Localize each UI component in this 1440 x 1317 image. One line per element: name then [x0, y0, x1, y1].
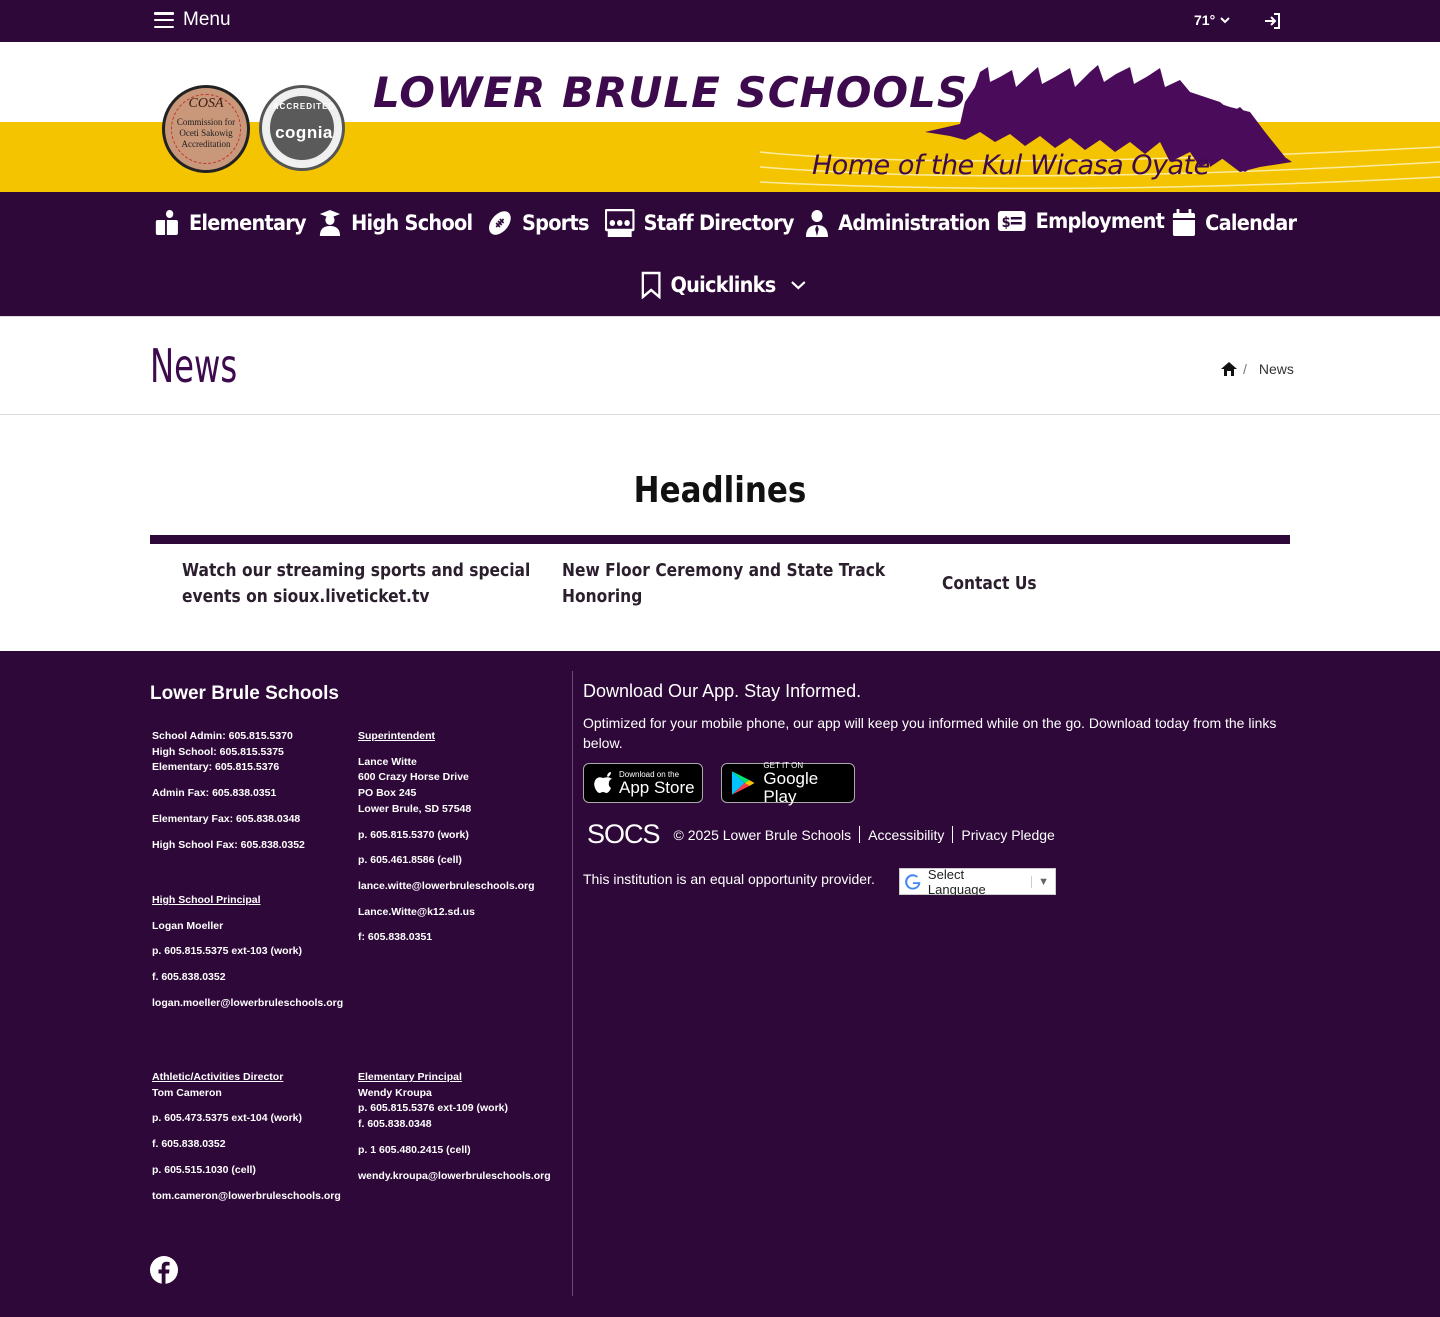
- temperature: 71°: [1194, 12, 1216, 28]
- site-subtitle: Home of the Kul Wicasa Oyate: [812, 150, 1210, 181]
- facebook-icon[interactable]: [150, 1256, 178, 1289]
- footer-legal-row: [587, 819, 1055, 850]
- google-play-icon: [730, 769, 755, 797]
- language-select[interactable]: Select Language ▼: [899, 868, 1056, 895]
- socs-logo[interactable]: SOCS: [587, 819, 660, 849]
- chevron-down-icon: [1219, 15, 1231, 25]
- people-board-icon: [605, 209, 634, 237]
- page-header: [0, 316, 1440, 415]
- footer-superintendent: Superintendent Lance Witte 600 Crazy Horse Drive PO Box 245 Lower Brule, SD 57548 p. 605.815.5370 (work) p. 605.461.8586 (cell) lance.witte@lowerbruleschools.org Lance.Witte@k12.sd.us f: 605.838.0351: [358, 730, 535, 944]
- athletic-director-link[interactable]: Athletic/Activities Director: [152, 1071, 284, 1083]
- google-play-button[interactable]: GET IT ON Google Play: [721, 763, 855, 803]
- email-link[interactable]: wendy.kroupa@lowerbruleschools.org: [358, 1169, 551, 1182]
- email-link[interactable]: tom.cameron@lowerbruleschools.org: [152, 1189, 341, 1202]
- chevron-down-icon: [790, 279, 807, 291]
- app-store-button[interactable]: Download on the App Store: [583, 763, 703, 803]
- top-bar: [0, 0, 1440, 42]
- graduate-icon: [318, 209, 342, 237]
- accessibility-link[interactable]: Accessibility: [868, 826, 945, 843]
- headlines-divider: [150, 535, 1290, 544]
- email-link[interactable]: Lance.Witte@k12.sd.us: [358, 905, 475, 918]
- app-title: Download Our App. Stay Informed.: [583, 681, 862, 701]
- headlines-title: Headlines: [633, 470, 807, 511]
- nav-employment[interactable]: $ Employment: [997, 209, 1164, 233]
- weather-toggle[interactable]: [1194, 12, 1231, 28]
- elem-principal-link[interactable]: Elementary Principal: [358, 1071, 462, 1083]
- main-nav: [0, 192, 1440, 316]
- cognia-seal: ACCREDITED cognia: [259, 85, 345, 171]
- privacy-link[interactable]: Privacy Pledge: [961, 826, 1055, 843]
- cosa-seal: COSA Commission for Oceti Sakowig Accreditation: [162, 85, 250, 173]
- nav-administration[interactable]: Administration: [805, 209, 990, 237]
- footer-elem-principal: Elementary Principal Wendy Kroupa p. 605.815.5376 ext-109 (work) f. 605.838.0348 p. 1 605.480.2415 (cell) wendy.kroupa@lowerbruleschools.org: [358, 1070, 551, 1184]
- footer-contacts: School Admin: 605.815.5370 High School: 605.815.5375 Elementary: 605.815.5376 Admin Fax: 605.838.0351 Elementary Fax: 605.838.0348 High School Fax: 605.838.0352: [152, 730, 305, 851]
- hamburger-icon: [154, 12, 174, 28]
- football-icon: [487, 209, 513, 237]
- nav-elementary[interactable]: Elementary: [154, 209, 306, 237]
- calendar-icon: [1172, 209, 1196, 237]
- footer-hs-principal: High School Principal Logan Moeller p. 605.815.5375 ext-103 (work) f. 605.838.0352 logan.moeller@lowerbruleschools.org: [152, 893, 343, 1012]
- user-tie-icon: [805, 209, 829, 237]
- bookmark-icon: [641, 271, 661, 299]
- superintendent-link[interactable]: Superintendent: [358, 730, 436, 742]
- headline-item[interactable]: Watch our streaming sports and special events on sioux.liveticket.tv: [182, 560, 531, 607]
- email-link[interactable]: lance.witte@lowerbruleschools.org: [358, 879, 535, 892]
- site-footer: [0, 651, 1440, 1317]
- site-banner[interactable]: [0, 42, 1440, 192]
- school-child-icon: [154, 209, 180, 237]
- equal-opportunity-text: This institution is an equal opportunity provider.: [583, 871, 875, 887]
- apple-icon: [593, 771, 613, 795]
- money-card-icon: [997, 209, 1026, 233]
- site-title: LOWER BRULE SCHOOLS: [373, 68, 969, 117]
- app-description: Optimized for your mobile phone, our app will keep you informed while on the go. Download today from the links below.: [583, 715, 1277, 751]
- home-icon[interactable]: [1221, 362, 1237, 376]
- nav-calendar[interactable]: Calendar: [1172, 209, 1296, 237]
- sign-in-icon[interactable]: [1263, 11, 1283, 36]
- hs-principal-link[interactable]: High School Principal: [152, 894, 261, 906]
- google-g-icon: [904, 873, 922, 891]
- nav-staff-directory[interactable]: Staff Directory: [605, 209, 794, 237]
- nav-sports[interactable]: Sports: [487, 209, 589, 237]
- breadcrumb: / News: [1221, 361, 1294, 377]
- copyright: © 2025 Lower Brule Schools: [673, 826, 852, 843]
- nav-quicklinks[interactable]: Quicklinks: [641, 271, 807, 299]
- headline-item[interactable]: New Floor Ceremony and State Track Honoring: [562, 560, 886, 607]
- nav-high-school[interactable]: High School: [318, 209, 472, 237]
- menu-button[interactable]: [154, 9, 231, 31]
- footer-school-name: Lower Brule Schools: [150, 683, 339, 704]
- headline-item[interactable]: Contact Us: [942, 573, 1037, 594]
- footer-divider: [572, 671, 573, 1296]
- menu-label: Menu: [183, 9, 231, 30]
- footer-athletic-director: Athletic/Activities Director Tom Cameron p. 605.473.5375 ext-104 (work) f. 605.838.0352 p. 605.515.1030 (cell) tom.cameron@lowerbruleschools.org: [152, 1070, 341, 1204]
- page-title: News: [150, 339, 238, 393]
- email-link[interactable]: logan.moeller@lowerbruleschools.org: [152, 996, 344, 1009]
- svg-text:$: $: [1001, 215, 1010, 232]
- breadcrumb-current: News: [1258, 361, 1294, 377]
